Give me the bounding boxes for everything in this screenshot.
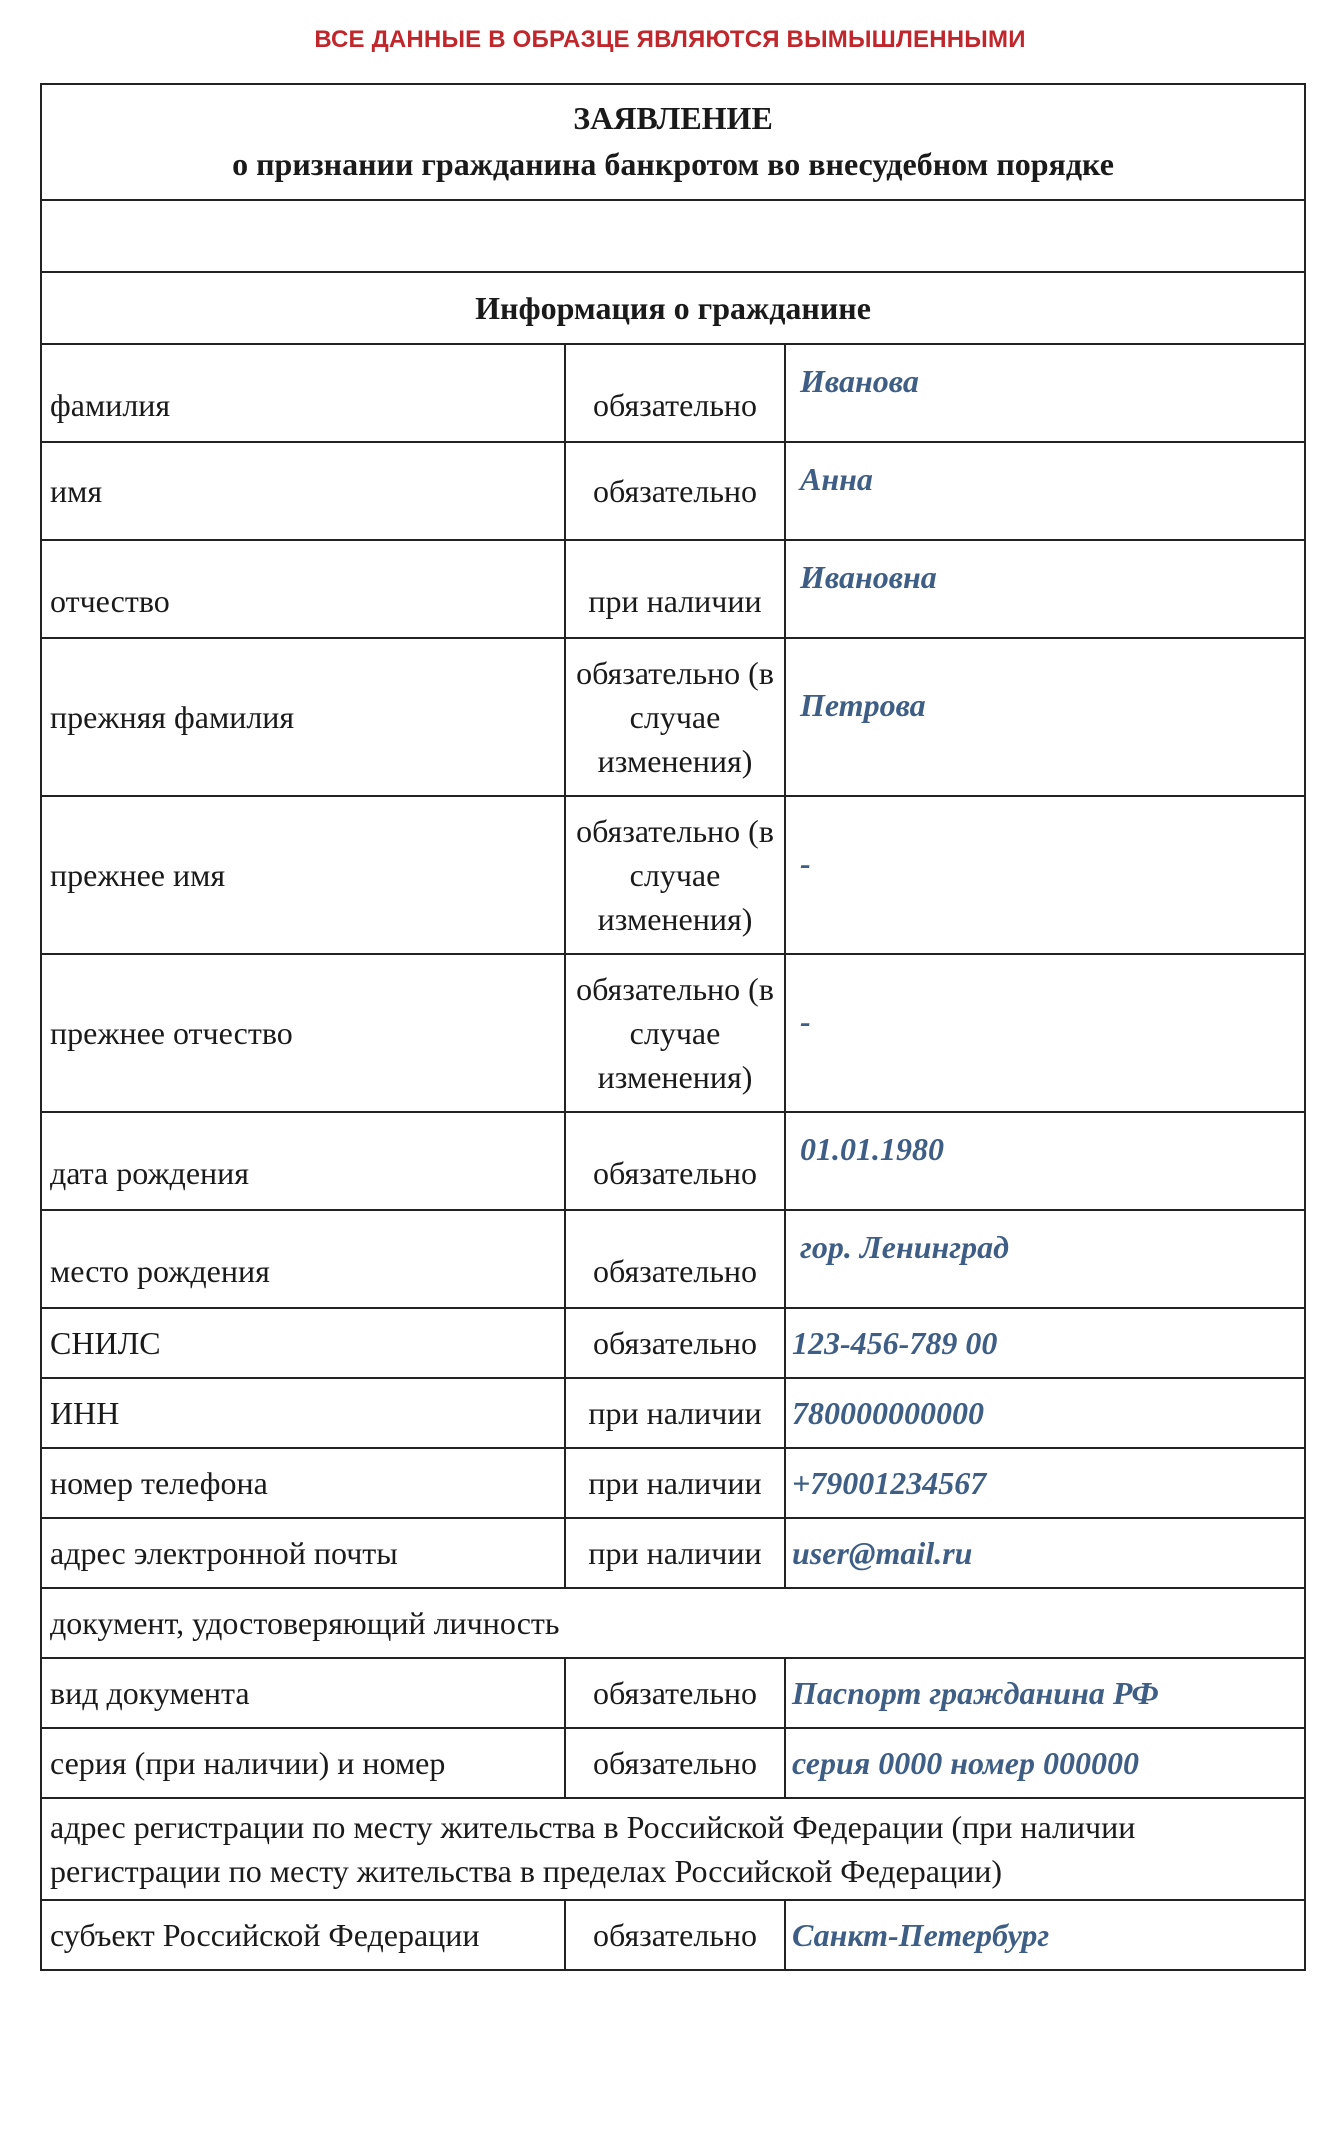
table-row xyxy=(41,1308,1305,1378)
form-subtitle: о признании гражданина банкротом во внесудебном порядке xyxy=(232,146,1114,182)
field-label: дата рождения xyxy=(41,1112,565,1210)
field-value[interactable]: гор. Ленинград xyxy=(785,1210,1305,1308)
field-label: место рождения xyxy=(41,1210,565,1308)
field-label: фамилия xyxy=(41,344,565,442)
field-requirement: обязательно (в случае изменения) xyxy=(565,796,785,954)
field-requirement: обязательно (в случае изменения) xyxy=(565,638,785,796)
field-value[interactable]: Анна xyxy=(785,442,1305,540)
field-value[interactable]: - xyxy=(785,954,1305,1112)
field-requirement: обязательно xyxy=(565,1728,785,1798)
field-requirement: обязательно xyxy=(565,442,785,540)
field-label: прежнее имя xyxy=(41,796,565,954)
table-row xyxy=(41,1112,1305,1210)
field-label: отчество xyxy=(41,540,565,638)
field-value[interactable]: Паспорт гражданина РФ xyxy=(785,1658,1305,1728)
form-title-cell xyxy=(41,84,1305,200)
fictional-data-banner: ВСЕ ДАННЫЕ В ОБРАЗЦЕ ЯВЛЯЮТСЯ ВЫМЫШЛЕННЫМИ xyxy=(314,26,1026,53)
document-section-row xyxy=(41,1588,1305,1658)
field-value[interactable]: 01.01.1980 xyxy=(785,1112,1305,1210)
table-row xyxy=(41,796,1305,954)
field-requirement: обязательно xyxy=(565,1308,785,1378)
field-requirement: при наличии xyxy=(565,1378,785,1448)
field-requirement: обязательно xyxy=(565,1658,785,1728)
field-label: серия (при наличии) и номер xyxy=(41,1728,565,1798)
field-value[interactable]: +79001234567 xyxy=(785,1448,1305,1518)
field-label: номер телефона xyxy=(41,1448,565,1518)
field-requirement: при наличии xyxy=(565,540,785,638)
form-title-row xyxy=(41,84,1305,200)
table-row xyxy=(41,1658,1305,1728)
empty-row xyxy=(41,200,1305,272)
field-requirement: обязательно xyxy=(565,1900,785,1970)
form-title: ЗАЯВЛЕНИЕ xyxy=(573,100,773,136)
application-form-table xyxy=(40,83,1306,1971)
address-section-row xyxy=(41,1798,1305,1900)
table-row xyxy=(41,1518,1305,1588)
field-value[interactable]: Петрова xyxy=(785,638,1305,796)
section-title-row xyxy=(41,272,1305,344)
field-label: ИНН xyxy=(41,1378,565,1448)
field-label: прежняя фамилия xyxy=(41,638,565,796)
field-requirement: при наличии xyxy=(565,1518,785,1588)
field-requirement: обязательно (в случае изменения) xyxy=(565,954,785,1112)
field-label: адрес электронной почты xyxy=(41,1518,565,1588)
field-label: СНИЛС xyxy=(41,1308,565,1378)
section-title: Информация о гражданине xyxy=(41,272,1305,344)
field-label: имя xyxy=(41,442,565,540)
table-row xyxy=(41,442,1305,540)
field-requirement: обязательно xyxy=(565,1112,785,1210)
table-row xyxy=(41,1210,1305,1308)
field-value[interactable]: user@mail.ru xyxy=(785,1518,1305,1588)
field-requirement: обязательно xyxy=(565,1210,785,1308)
field-requirement: обязательно xyxy=(565,344,785,442)
field-value[interactable]: Иванова xyxy=(785,344,1305,442)
field-value[interactable]: серия 0000 номер 000000 xyxy=(785,1728,1305,1798)
field-label: прежнее отчество xyxy=(41,954,565,1112)
field-label: вид документа xyxy=(41,1658,565,1728)
empty-cell xyxy=(41,200,1305,272)
table-row xyxy=(41,1448,1305,1518)
table-row xyxy=(41,344,1305,442)
table-row xyxy=(41,1900,1305,1970)
table-row xyxy=(41,954,1305,1112)
field-requirement: при наличии xyxy=(565,1448,785,1518)
address-section-title: адрес регистрации по месту жительства в Российской Федерации (при наличии регистрации по месту жительства в пределах Российской Федерации) xyxy=(41,1798,1305,1900)
document-section-title: документ, удостоверяющий личность xyxy=(41,1588,1305,1658)
table-row xyxy=(41,638,1305,796)
field-label: субъект Российской Федерации xyxy=(41,1900,565,1970)
field-value[interactable]: Санкт-Петербург xyxy=(785,1900,1305,1970)
table-row xyxy=(41,540,1305,638)
table-row xyxy=(41,1728,1305,1798)
field-value[interactable]: 780000000000 xyxy=(785,1378,1305,1448)
field-value[interactable]: 123-456-789 00 xyxy=(785,1308,1305,1378)
field-value[interactable]: - xyxy=(785,796,1305,954)
field-value[interactable]: Ивановна xyxy=(785,540,1305,638)
table-row xyxy=(41,1378,1305,1448)
